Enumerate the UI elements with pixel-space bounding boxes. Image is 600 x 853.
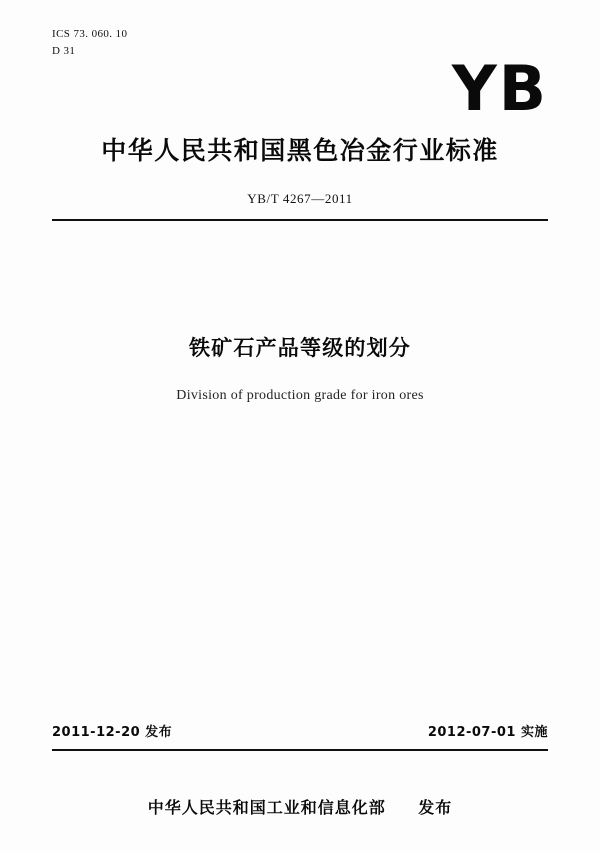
footer-divider: [52, 749, 548, 751]
standard-number: YB/T 4267—2011: [247, 191, 353, 206]
yb-logo: YB: [451, 52, 548, 125]
standard-body-title: 中华人民共和国黑色冶金行业标准: [101, 136, 499, 165]
issuer-row: [0, 795, 600, 818]
ics-category: D 31: [52, 45, 76, 57]
issuer-verb: 发布: [418, 798, 453, 817]
subject-title-cn: 铁矿石产品等级的划分: [189, 336, 411, 360]
issue-date: 2011-12-20 发布: [52, 725, 173, 740]
date-row: [52, 721, 548, 740]
header-divider: [52, 219, 548, 221]
implement-date: 2012-07-01 实施: [427, 725, 548, 740]
issuer-name: 中华人民共和国工业和信息化部: [147, 798, 386, 817]
ics-block: [52, 26, 127, 60]
ics-classification: ICS 73. 060. 10: [52, 28, 128, 40]
subject-title-en: Division of production grade for iron ores: [176, 388, 424, 403]
